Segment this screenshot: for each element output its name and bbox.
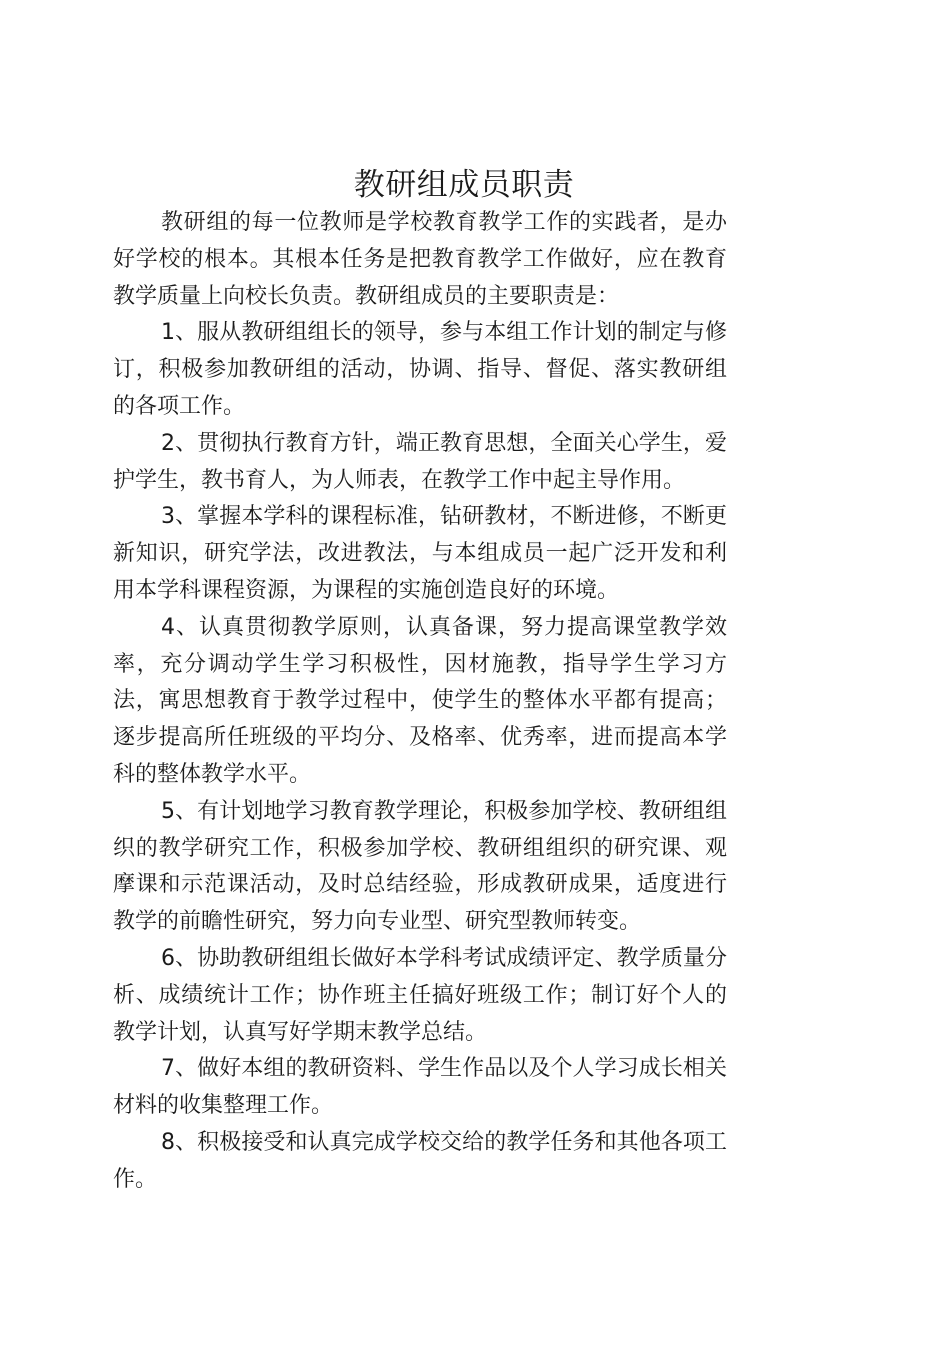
duty-item-6: 6、协助教研组组长做好本学科考试成绩评定、教学质量分析、成绩统计工作；协作班主任搞好班级工作；制订好个人的教学计划，认真写好学期末教学总结。 (113, 945, 727, 1045)
duty-item-5: 5、有计划地学习教育教学理论，积极参加学校、教研组组织的教学研究工作，积极参加学校、教研组组织的研究课、观摩课和示范课活动，及时总结经验，形成教研成果，适度进行教学的前瞻性研究，努力向专业型、研究型教师转变。 (113, 798, 727, 935)
duty-item-7: 7、做好本组的教研资料、学生作品以及个人学习成长相关材料的收集整理工作。 (113, 1056, 727, 1119)
duty-item-8: 8、积极接受和认真完成学校交给的教学任务和其他各项工作。 (113, 1129, 727, 1192)
duty-item-2: 2、贯彻执行教育方针，端正教育思想，全面关心学生，爱护学生，教书育人，为人师表，在教学工作中起主导作用。 (113, 430, 727, 493)
document-body (113, 205, 727, 1199)
duty-item-3: 3、掌握本学科的课程标准，钻研教材，不断进修，不断更新知识，研究学法，改进教法，与本组成员一起广泛开发和利用本学科课程资源，为课程的实施创造良好的环境。 (113, 504, 727, 603)
document-title: 教研组成员职责 (353, 167, 575, 203)
duty-item-4: 4、认真贯彻教学原则，认真备课，努力提高课堂教学效率，充分调动学生学习积极性，因材施教，指导学生学习方法，寓思想教育于教学过程中，使学生的整体水平都有提高；逐步提高所任班级的平均分、及格率、优秀率，进而提高本学科的整体教学水平。 (113, 614, 727, 787)
intro-paragraph: 教研组的每一位教师是学校教育教学工作的实践者，是办好学校的根本。其根本任务是把教育教学工作做好，应在教育教学质量上向校长负责。教研组成员的主要职责是： (113, 210, 727, 309)
duty-item-1: 1、服从教研组组长的领导，参与本组工作计划的制定与修订，积极参加教研组的活动，协调、指导、督促、落实教研组的各项工作。 (113, 320, 727, 419)
